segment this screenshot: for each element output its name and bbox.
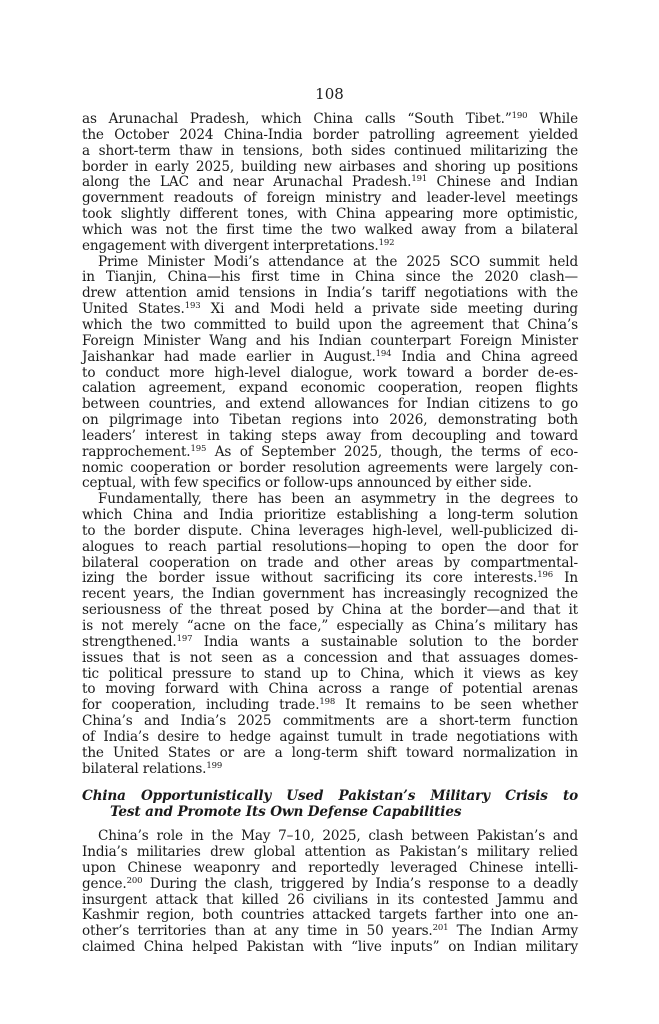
page-number: 108 bbox=[315, 85, 344, 103]
text-line: Foreign Minister Wang and his Indian counterpart Foreign Minister bbox=[82, 332, 578, 349]
paragraph-modi-sco bbox=[82, 255, 578, 493]
text-line: to the border dispute. China leverages high-level, well-publicized di- bbox=[82, 522, 578, 539]
text-line: drew attention amid tensions in India’s tariff negotiations with the bbox=[82, 285, 578, 302]
text-line: to moving forward with China across a range of potential arenas bbox=[82, 681, 578, 698]
text-line: leaders’ interest in taking steps away from decoupling and toward bbox=[82, 427, 578, 444]
footnote-ref: 198 bbox=[319, 697, 336, 708]
text-line: United States.$^{193}$ Xi and Modi held a private side meeting during bbox=[82, 301, 578, 318]
text-line: Jaishankar had made earlier in August.$^{194}$ India and China agreed bbox=[82, 348, 578, 365]
text-line: bilateral cooperation on trade and other areas by compartmental- bbox=[82, 554, 578, 571]
text-line: tic political pressure to stand up to China, which it views as key bbox=[82, 665, 578, 682]
text-line: along the LAC and near Arunachal Pradesh.$^{191}$ Chinese and Indian bbox=[82, 174, 578, 191]
text-line: between countries, and extend allowances for Indian citizens to go bbox=[82, 396, 578, 413]
text-line: in Tianjin, China—his first time in China since the 2020 clash— bbox=[82, 269, 578, 286]
text-line: which the two committed to build upon the agreement that China’s bbox=[82, 316, 578, 333]
footnote-ref: 201 bbox=[432, 923, 449, 934]
text-line: claimed China helped Pakistan with “live inputs” on Indian military bbox=[82, 939, 578, 956]
footnote-ref: 191 bbox=[411, 174, 428, 185]
text-line: strengthened.$^{197}$ India wants a sustainable solution to the border bbox=[82, 633, 578, 650]
text-line: of India’s desire to hedge against tumult in trade negotiations with bbox=[82, 728, 578, 745]
text-line: Prime Minister Modi’s attendance at the 2025 SCO summit held bbox=[98, 253, 578, 270]
footnote-ref: 192 bbox=[378, 237, 395, 248]
text-line: government readouts of foreign ministry and leader-level meetings bbox=[82, 190, 578, 207]
text-line: issues that is not seen as a concession and that assuages domes- bbox=[82, 649, 578, 666]
text-line: Fundamentally, there has been an asymmetry in the degrees to bbox=[98, 491, 578, 508]
text-line: took slightly different tones, with China appearing more optimistic, bbox=[82, 206, 578, 223]
text-line: izing the border issue without sacrificing its core interests.$^{196}$ In bbox=[82, 570, 579, 587]
text-line: recent years, the Indian government has increasingly recognized the bbox=[82, 586, 578, 603]
text-line: nomic cooperation or border resolution agreements were largely con- bbox=[82, 459, 578, 476]
text-line: which China and India prioritize establishing a long-term solution bbox=[82, 507, 578, 524]
section-heading bbox=[82, 789, 578, 821]
text-line: rapprochement.$^{195}$ As of September 2025, though, the terms of eco- bbox=[82, 443, 578, 460]
text-line: upon Chinese weaponry and reportedly leveraged Chinese intelli- bbox=[82, 859, 578, 876]
text-line: seriousness of the threat posed by China at the border—and that it bbox=[82, 602, 578, 619]
text-line: the October 2024 China-India border patrolling agreement yielded bbox=[82, 126, 578, 143]
footnote-ref: 195 bbox=[190, 443, 207, 454]
paragraph-arunachal bbox=[82, 112, 578, 255]
text-line: insurgent attack that killed 26 civilians in its contested Jammu and bbox=[82, 891, 578, 908]
footnote-ref: 190 bbox=[511, 111, 528, 121]
text-line: a short-term thaw in tensions, both sides continued militarizing the bbox=[82, 142, 578, 159]
paragraph-pakistan-crisis bbox=[82, 829, 578, 956]
footnote-ref: 194 bbox=[375, 348, 392, 359]
text-line: is not merely “acne on the face,” especially as China’s military has bbox=[82, 618, 578, 634]
document-body bbox=[82, 112, 578, 956]
text-line: Kashmir region, both countries attacked targets farther into one an- bbox=[82, 907, 578, 924]
footnote-ref: 200 bbox=[126, 875, 143, 886]
footnote-ref: 193 bbox=[184, 301, 201, 312]
text-line: for cooperation, including trade.$^{198}$ It remains to be seen whether bbox=[82, 697, 578, 714]
footnote-ref: 196 bbox=[537, 570, 554, 581]
footnote-ref: 199 bbox=[206, 760, 223, 771]
footnote-ref: 197 bbox=[176, 633, 193, 644]
text-line: bilateral relations.$^{199}$ bbox=[82, 760, 223, 777]
text-line: as Arunachal Pradesh, which China calls “South Tibet.”$^{190}$ While bbox=[82, 111, 578, 127]
text-line: gence.$^{200}$ During the clash, triggered by India’s response to a deadly bbox=[82, 875, 578, 892]
text-line: border in early 2025, building new airbases and shoring up positions bbox=[82, 158, 578, 175]
text-line: on pilgrimage into Tibetan regions into 2026, demonstrating both bbox=[82, 412, 578, 429]
section-heading-line-1: China Opportunistically Used Pakistan’s Military Crisis to bbox=[82, 788, 578, 805]
section-heading-line-2: Test and Promote Its Own Defense Capabilities bbox=[110, 804, 462, 821]
paragraph-asymmetry bbox=[82, 492, 578, 777]
text-line: calation agreement, expand economic cooperation, reopen flights bbox=[82, 380, 578, 397]
text-line: the United States or are a long-term shift toward normalization in bbox=[82, 744, 578, 761]
text-line: to conduct more high-level dialogue, work toward a border de-es- bbox=[82, 364, 578, 381]
text-line: engagement with divergent interpretations.$^{192}$ bbox=[82, 237, 395, 254]
text-line: alogues to reach partial resolutions—hoping to open the door for bbox=[82, 538, 578, 555]
text-line: ceptual, with few specifics or follow-ups announced by either side. bbox=[82, 475, 532, 492]
text-line: China’s role in the May 7–10, 2025, clash between Pakistan’s and bbox=[98, 828, 578, 845]
text-line: other’s territories than at any time in 50 years.$^{201}$ The Indian Army bbox=[82, 923, 579, 940]
text-line: which was not the first time the two walked away from a bilateral bbox=[82, 221, 578, 238]
text-line: India’s militaries drew global attention as Pakistan’s military relied bbox=[82, 843, 578, 860]
text-line: China’s and India’s 2025 commitments are a short-term function bbox=[82, 713, 578, 730]
